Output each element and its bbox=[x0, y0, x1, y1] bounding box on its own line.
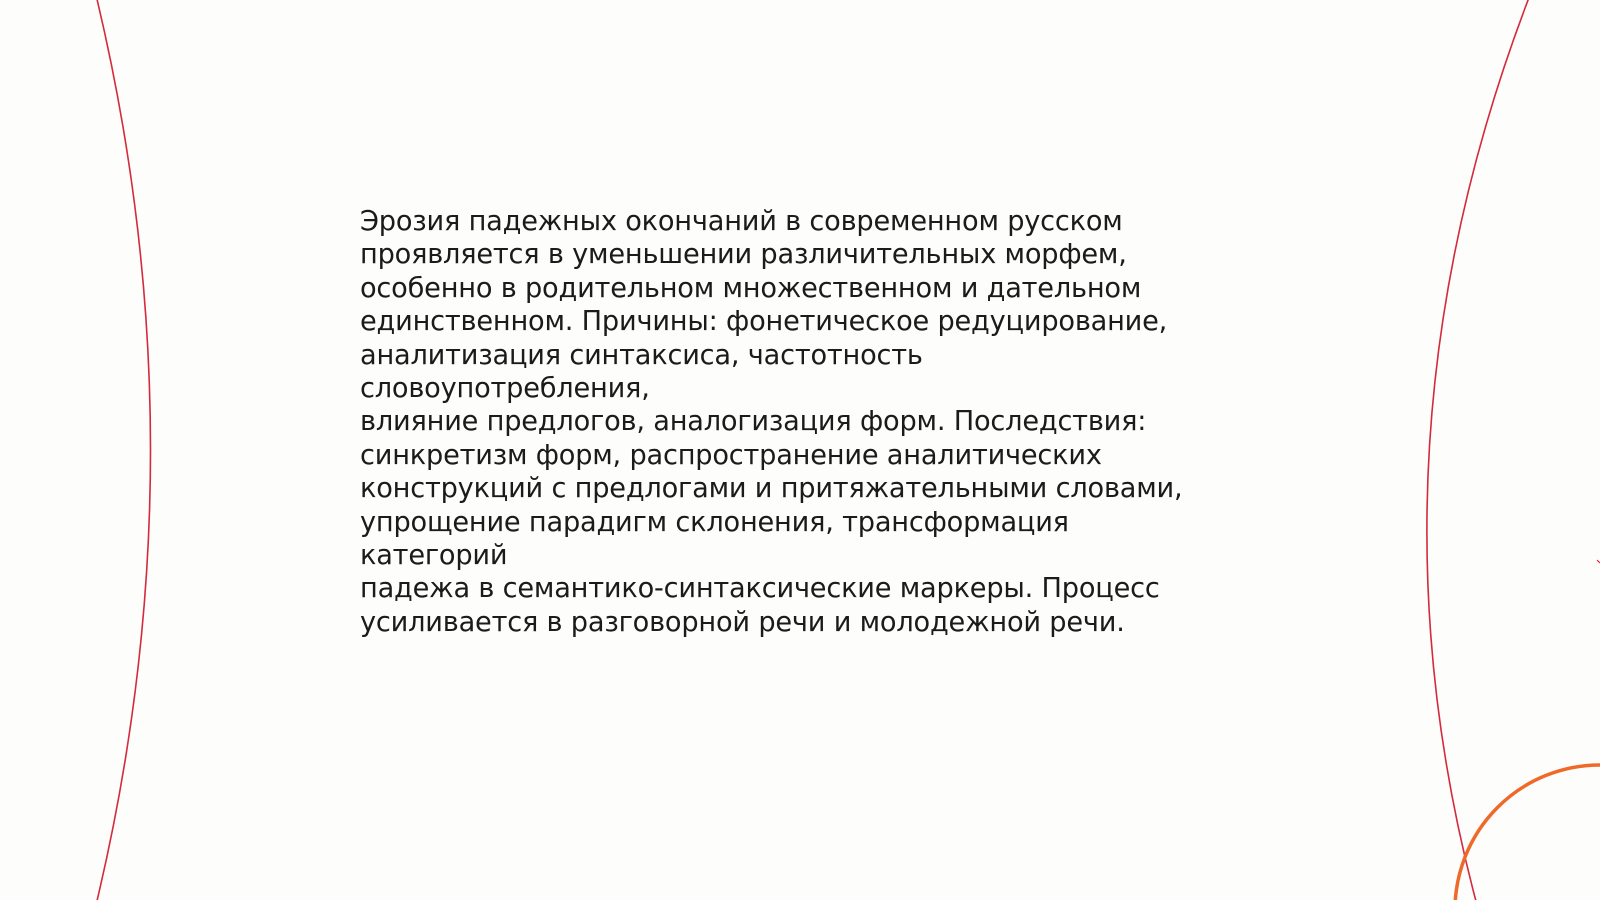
body-paragraph: Эрозия падежных окончаний в современном русском проявляется в уменьшении различительных морфем, особенно в родительном множественном и дательном единственном. Причины: фонетическое редуцирование, аналитизация синтаксиса, частотность словоупотребления, влияние предлогов, аналогизация форм. Последствия: синкретизм форм, распространение аналитических конструкций с предлогами и притяжательными словами, упрощение парадигм склонения, трансформация категорий падежа в семантико-синтаксические маркеры. Процесс усиливается в разговорной речи и молодежной речи. bbox=[360, 206, 1183, 638]
orange-circle-arc bbox=[1455, 765, 1600, 900]
right-red-arc bbox=[1427, 0, 1530, 900]
left-red-arc bbox=[96, 0, 151, 900]
